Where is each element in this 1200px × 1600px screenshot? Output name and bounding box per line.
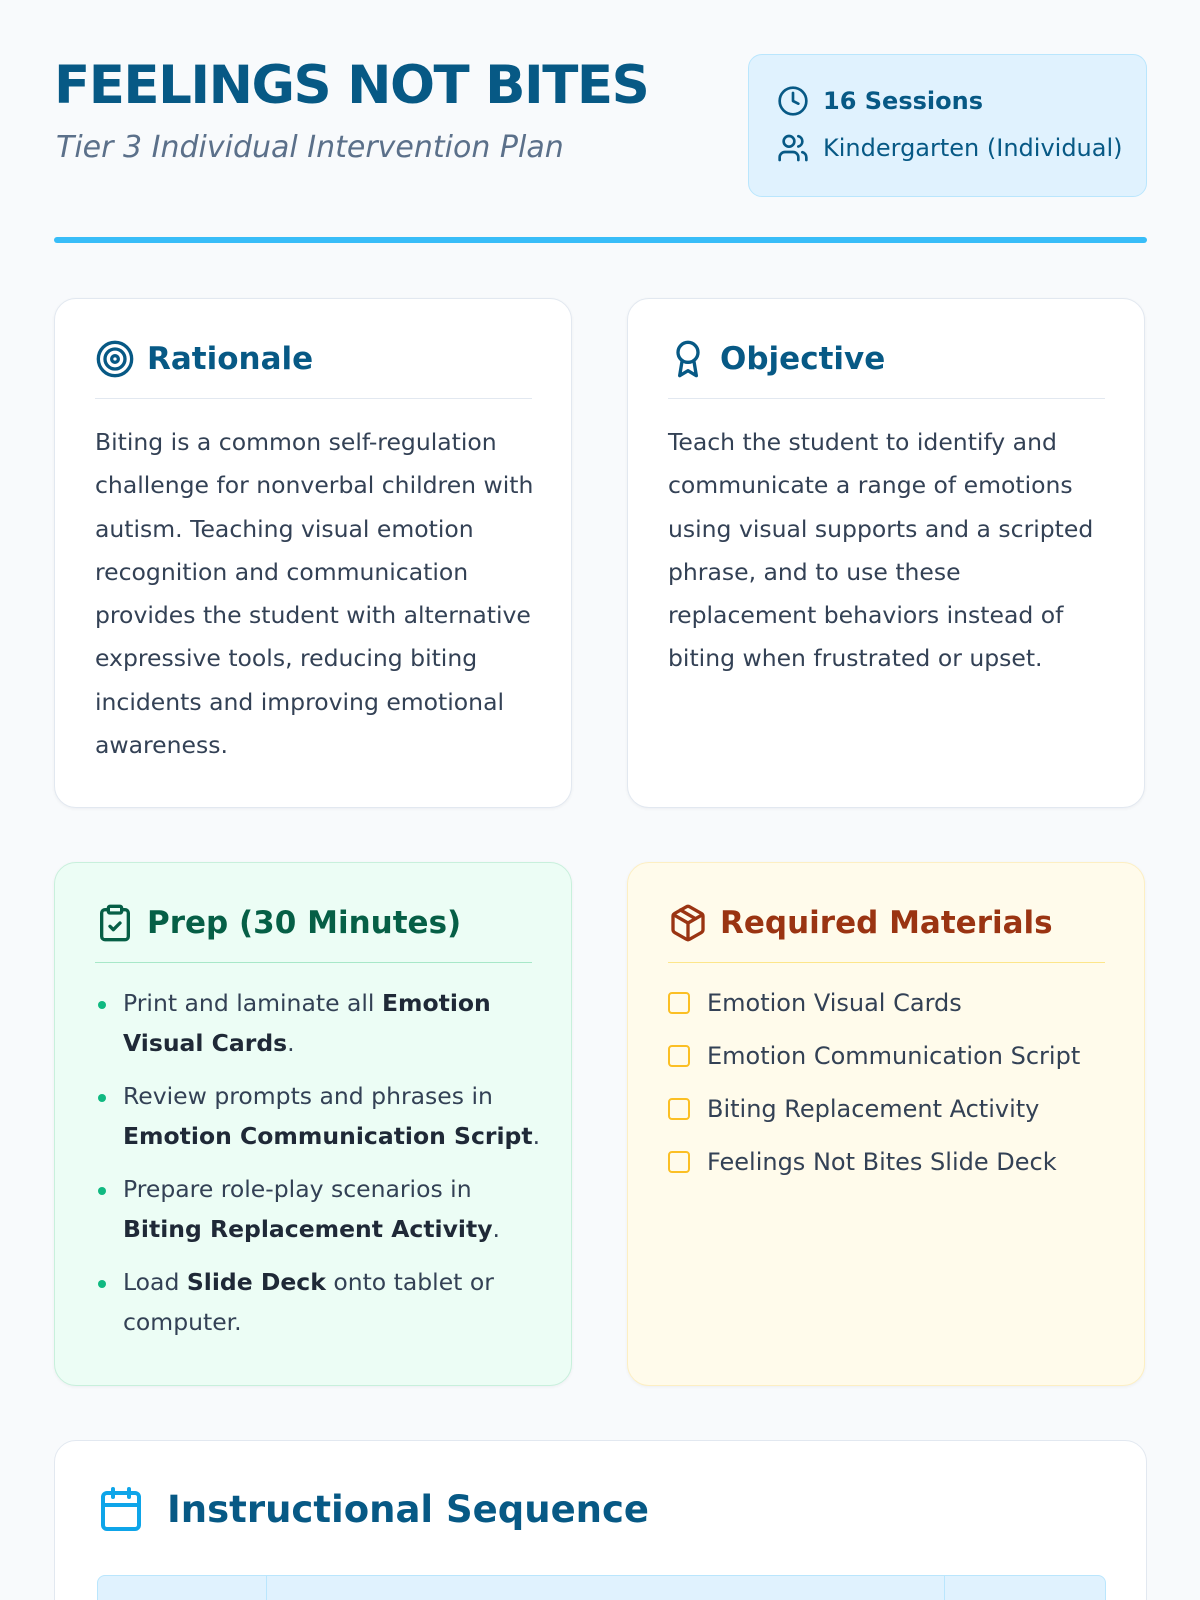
prep-heading: Prep (30 Minutes): [147, 905, 462, 941]
session-info-box: [748, 54, 1147, 197]
target-icon: [95, 339, 135, 379]
rationale-header: [95, 339, 532, 399]
sessions-count: 16 Sessions: [823, 87, 983, 115]
page-title: FEELINGS NOT BITES: [54, 55, 649, 116]
material-item: Emotion Communication Script: [668, 1036, 1118, 1076]
rationale-text: Biting is a common self-regulation challenge for nonverbal children with autism. Teaching visual emotion recognition and communication provides the student with alternative expressive tools, reducing biting incidents and improving emotional awareness.: [95, 428, 534, 760]
audience-label: Kindergarten (Individual): [823, 134, 1123, 162]
objective-card: [627, 298, 1145, 808]
page-header: [54, 0, 1147, 244]
sessions-row: [777, 85, 983, 117]
prep-header: [95, 903, 532, 963]
prep-card: [54, 862, 572, 1386]
page: [54, 0, 1147, 244]
materials-heading: Required Materials: [720, 905, 1053, 941]
materials-list: [668, 983, 1118, 1195]
prep-item: Load Slide Deck onto tablet or computer.: [95, 1262, 545, 1342]
prep-item: Print and laminate all Emotion Visual Cards.: [95, 983, 545, 1063]
clipboard-check-icon: [95, 903, 135, 943]
table-column-divider: [944, 1576, 945, 1600]
sequence-card: [54, 1440, 1147, 1600]
material-item: Biting Replacement Activity: [668, 1089, 1118, 1129]
objective-text: Teach the student to identify and communicate a range of emotions using visual supports and a scripted phrase, and to use these replacement behaviors instead of biting when frustrated or upset.: [668, 428, 1094, 673]
sequence-heading: Instructional Sequence: [167, 1487, 650, 1531]
sequence-header: [97, 1485, 649, 1533]
material-checkbox[interactable]: [668, 992, 690, 1014]
material-item: Feelings Not Bites Slide Deck: [668, 1142, 1118, 1182]
prep-item: Review prompts and phrases in Emotion Communication Script.: [95, 1076, 545, 1156]
page-subtitle: Tier 3 Individual Intervention Plan: [56, 130, 564, 165]
materials-card: [627, 862, 1145, 1386]
material-checkbox[interactable]: [668, 1098, 690, 1120]
prep-item: Prepare role-play scenarios in Biting Replacement Activity.: [95, 1169, 545, 1249]
materials-header: [668, 903, 1105, 963]
users-icon: [777, 132, 809, 164]
sequence-table-header: [97, 1575, 1106, 1600]
objective-heading: Objective: [720, 341, 886, 377]
material-item: Emotion Visual Cards: [668, 983, 1118, 1023]
header-divider: [54, 237, 1147, 243]
rationale-heading: Rationale: [147, 341, 314, 377]
audience-row: [777, 132, 1123, 164]
award-icon: [668, 339, 708, 379]
rationale-card: [54, 298, 572, 808]
table-column-divider: [266, 1576, 267, 1600]
calendar-icon: [97, 1485, 145, 1533]
objective-header: [668, 339, 1105, 399]
package-icon: [668, 903, 708, 943]
clock-icon: [777, 85, 809, 117]
material-checkbox[interactable]: [668, 1151, 690, 1173]
material-checkbox[interactable]: [668, 1045, 690, 1067]
prep-list: [95, 983, 545, 1355]
